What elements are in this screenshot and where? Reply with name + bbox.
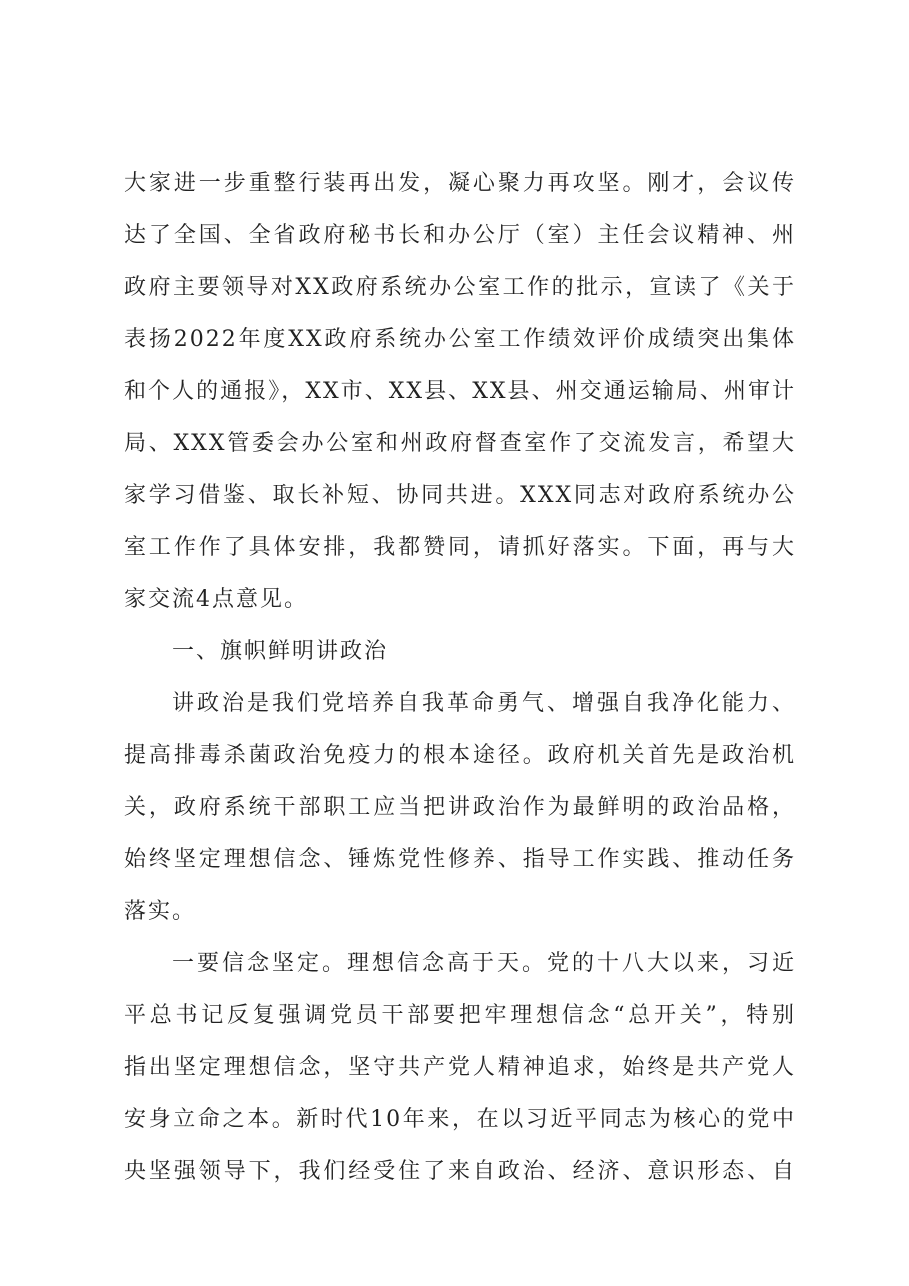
section-heading: 一、旗帜鲜明讲政治 xyxy=(172,639,389,664)
text-line-5: 和个人的通报》，XX市、XX县、XX县、州交通运输局、州审计 xyxy=(124,379,796,404)
text-line-7: 家学习借鉴、取长补短、协同共进。XXX同志对政府系统办公 xyxy=(124,483,796,508)
text-line-18: 指出坚定理想信念，坚守共产党人精神追求，始终是共产党人 xyxy=(124,1055,796,1080)
text-line-14: 始终坚定理想信念、锤炼党性修养、指导工作实践、推动任务 xyxy=(124,847,796,872)
text-line-9: 家交流4点意见。 xyxy=(124,587,308,612)
text-line-6: 局、XXX管委会办公室和州政府督查室作了交流发言，希望大 xyxy=(124,431,796,456)
text-line-2: 达了全国、全省政府秘书长和办公厅（室）主任会议精神、州 xyxy=(124,223,796,248)
text-line-19: 安身立命之本。新时代10年来，在以习近平同志为核心的党中 xyxy=(124,1107,796,1132)
text-line-12: 提高排毒杀菌政治免疫力的根本途径。政府机关首先是政治机 xyxy=(124,743,796,768)
text-line-20: 央坚强领导下，我们经受住了来自政治、经济、意识形态、自 xyxy=(124,1159,796,1184)
text-line-15: 落实。 xyxy=(124,899,197,924)
text-line-16: 一要信念坚定。理想信念高于天。党的十八大以来，习近 xyxy=(172,951,796,976)
text-line-1: 大家进一步重整行装再出发，凝心聚力再攻坚。刚才，会议传 xyxy=(124,171,796,196)
text-line-8: 室工作作了具体安排，我都赞同，请抓好落实。下面，再与大 xyxy=(124,535,796,560)
text-line-17: 平总书记反复强调党员干部要把牢理想信念“总开关”，特别 xyxy=(124,1003,796,1028)
text-line-3: 政府主要领导对XX政府系统办公室工作的批示，宣读了《关于 xyxy=(124,275,796,300)
text-line-11: 讲政治是我们党培养自我革命勇气、增强自我净化能力、 xyxy=(172,691,796,716)
text-line-4: 表扬2022年度XX政府系统办公室工作绩效评价成绩突出集体 xyxy=(124,327,796,352)
text-line-13: 关，政府系统干部职工应当把讲政治作为最鲜明的政治品格， xyxy=(124,795,796,820)
document-body xyxy=(124,158,796,1198)
